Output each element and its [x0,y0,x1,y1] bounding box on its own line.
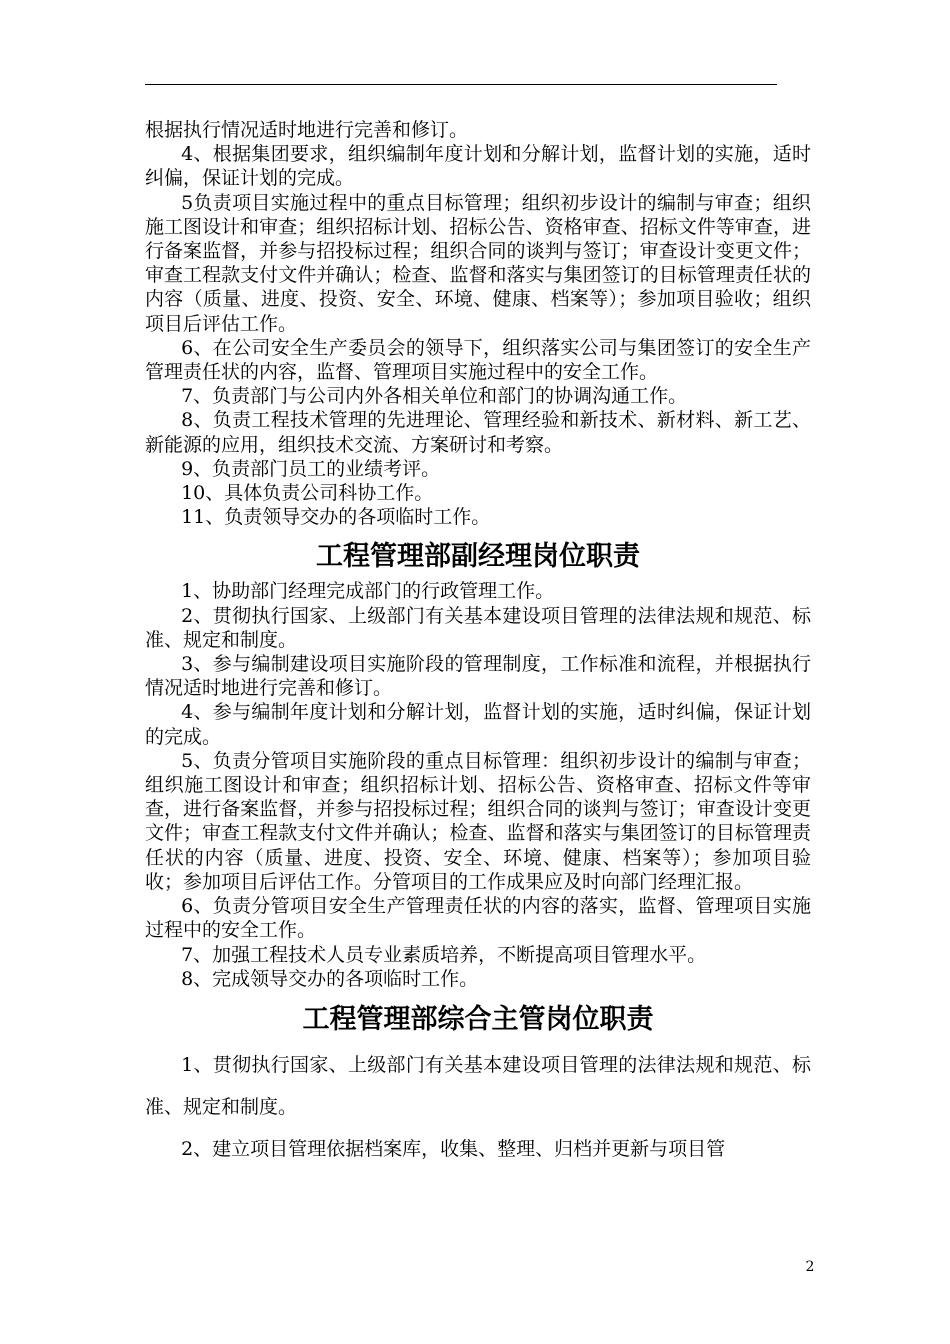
paragraph: 10、具体负责公司科协工作。 [181,482,434,505]
paragraph: 11、负责领导交办的各项临时工作。 [181,506,491,529]
section-title-deputy-manager: 工程管理部副经理岗位职责 [316,541,640,573]
page-number: 2 [805,1259,815,1275]
paragraph: 5、负责分管项目实施阶段的重点目标管理：组织初步设计的编制与审查；组织施工图设计和审查；组织招标计划、招标公告、资格审查、招标文件等审查，进行备案监督，并参与招投标过程；组织合同的谈判与签订；审查设计变更文件；审查工程款支付文件并确认；检查、监督和落实与集团签订的目标管理责任状的内容（质量、进度、投资、安全、环境、健康、档案等）；参加项目验收；参加项目后评估工作。分管项目的工作成果应及时向部门经理汇报。 [145,749,811,893]
paragraph: 7、加强工程技术人员专业素质培养，不断提高项目管理水平。 [181,943,707,966]
paragraph: 4、根据集团要求，组织编制年度计划和分解计划，监督计划的实施，适时纠偏，保证计划的完成。 [145,143,811,190]
paragraph: 2、贯彻执行国家、上级部门有关基本建设项目管理的法律法规和规范、标准、规定和制度。 [145,604,811,651]
header-rule [145,84,777,85]
document-body [145,118,811,1170]
paragraph: 8、完成领导交办的各项临时工作。 [181,967,479,990]
paragraph: 3、参与编制建设项目实施阶段的管理制度，工作标准和流程，并根据执行情况适时地进行完善和修订。 [145,653,811,700]
paragraph: 1、贯彻执行国家、上级部门有关基本建设项目管理的法律法规和规范、标准、规定和制度。 [145,1053,811,1118]
section-general-supervisor [145,1044,811,1170]
paragraph: 6、在公司安全生产委员会的领导下，组织落实公司与集团签订的安全生产管理责任状的内容，监督、管理项目实施过程中的安全工作。 [145,336,811,384]
paragraph: 4、参与编制年度计划和分解计划，监督计划的实施，适时纠偏，保证计划的完成。 [145,701,811,748]
section-title-general-supervisor: 工程管理部综合主管岗位职责 [302,1003,654,1035]
section-deputy-manager [145,579,811,990]
paragraph: 1、协助部门经理完成部门的行政管理工作。 [181,580,555,603]
paragraph: 5负责项目实施过程中的重点目标管理；组织初步设计的编制与审查；组织施工图设计和审查；组织招标计划、招标公告、资格审查、招标文件等审查，进行备案监督，并参与招投标过程；组织合同的谈判与签订；审查设计变更文件；审查工程款支付文件并确认；检查、监督和落实与集团签订的目标管理责任状的内容（质量、进度、投资、安全、环境、健康、档案等）；参加项目验收；组织项目后评估工作。 [145,191,811,335]
paragraph: 根据执行情况适时地进行完善和修订。 [145,119,469,141]
paragraph: 8、负责工程技术管理的先进理论、管理经验和新技术、新材料、新工艺、新能源的应用，组织技术交流、方案研讨和考察。 [145,409,811,456]
paragraph: 9、负责部门员工的业绩考评。 [181,457,441,480]
section-continued [145,118,811,529]
paragraph: 7、负责部门与公司内外各相关单位和部门的协调沟通工作。 [181,385,688,408]
paragraph: 6、负责分管项目安全生产管理责任状的内容的落实，监督、管理项目实施过程中的安全工作。 [145,895,811,942]
paragraph: 2、建立项目管理依据档案库，收集、整理、归档并更新与项目管 [181,1137,726,1160]
